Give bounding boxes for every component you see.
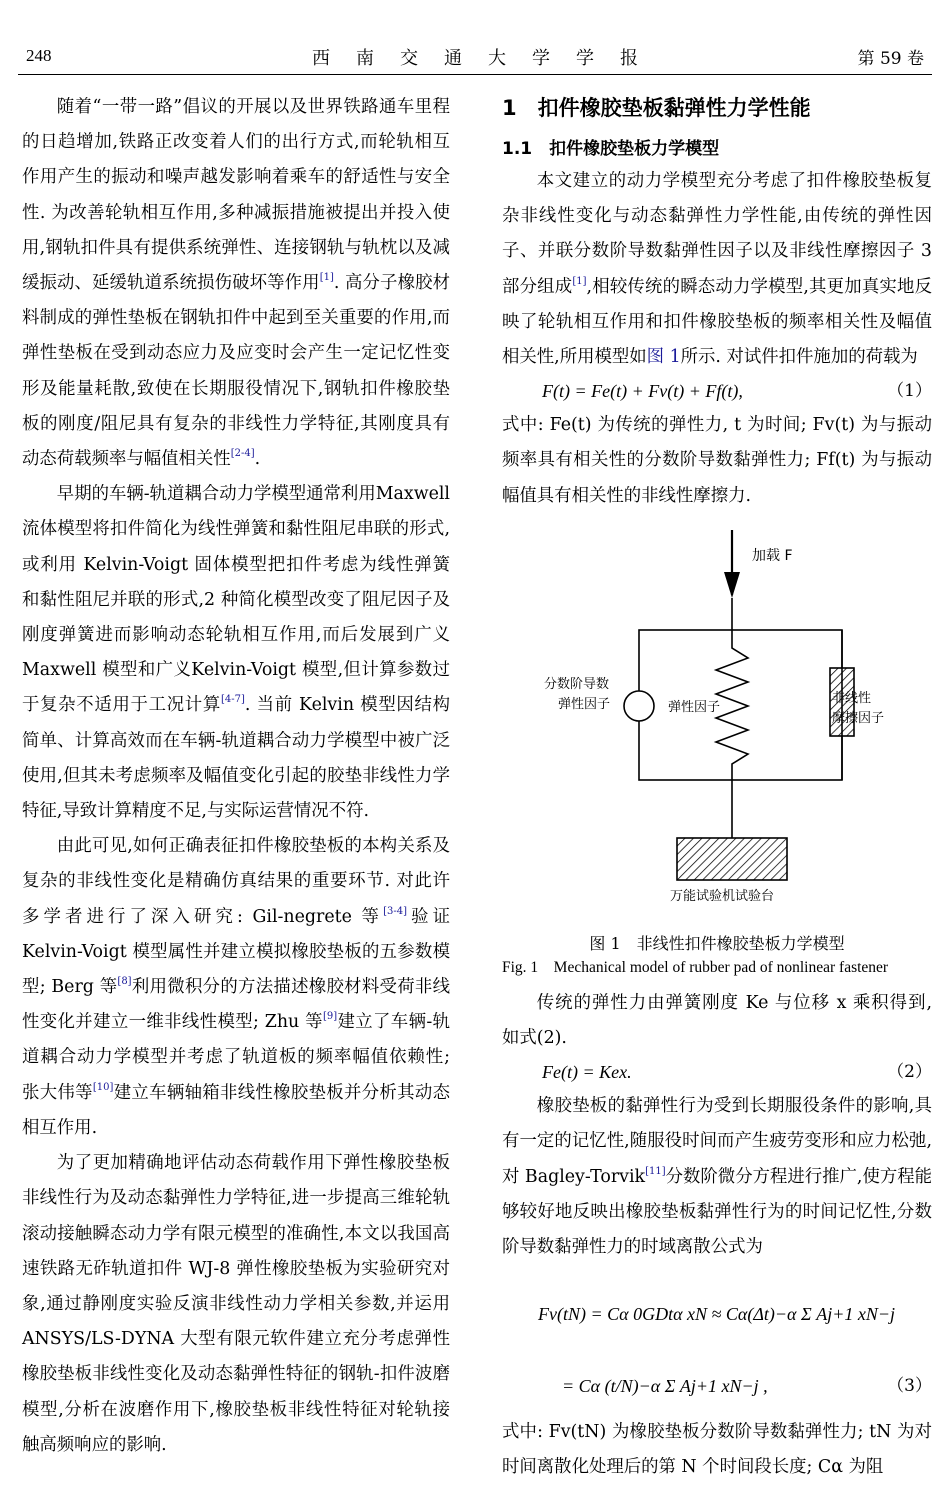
paragraph: 由此可见,如何正确表征扣件橡胶垫板的本构关系及复杂的非线性变化是精确仿真结果的重要环节. 对此许多学者进行了深入研究: Gil-negrete 等[3-4]验证 Kelvin-Voigt 模型属性并建立模拟橡胶垫板的五参数模型; Berg 等[8]利用微积分的方法描述橡胶材料受荷非线性变化并建立一维非线性模型; Zhu 等[9]建立了车辆-轨道耦合动力学模型并考虑了轨道板的频率幅值依赖性; 张大伟等[10]建立车辆轴箱非线性橡胶垫板并分析其动态相互作用.	[22, 836, 450, 1138]
equation-body: F(t) = Fe(t) + Fv(t) + Ff(t),	[542, 381, 743, 402]
fractional-element	[624, 691, 654, 721]
figure-caption-cn: 图 1 非线性扣件橡胶垫板力学模型	[589, 933, 845, 953]
citation-link[interactable]: [3-4]	[383, 905, 407, 917]
page-number: 248	[26, 46, 52, 65]
figure-caption-en: Fig. 1 Mechanical model of rubber pad of nonlinear fastener	[502, 958, 889, 976]
fractional-label-2: 弹性因子	[558, 696, 611, 712]
citation-link[interactable]: [1]	[319, 272, 334, 284]
citation-link[interactable]: [2-4]	[230, 448, 255, 460]
equation-2	[502, 1056, 932, 1089]
paragraph: 为了更加精确地评估动态荷载作用下弹性橡胶垫板非线性行为及动态黏弹性力学特征,进一步提高三维轮轨滚动接触瞬态动力学有限元模型的准确性,本文以我国高速铁路无砟轨道扣件 WJ-8 弹性橡胶垫板为实验研究对象,通过静刚度实验反演非线性动力学相关参数,并运用 ANSYS/LS-DYNA 大型有限元软件建立充分考虑弹性橡胶垫板非线性变化及动态黏弹性特征的钢轨-扣件波磨模型,分析在波磨作用下,橡胶垫板非线性特征对轮轨接触高频响应的影响.	[22, 1153, 450, 1455]
equation-number: （3）	[887, 1376, 932, 1397]
equation-line-1: Fv(tN) = Cα 0GDtα xN ≈ Cα(Δt)−α Σ Aj+1 xN−j	[538, 1304, 895, 1325]
paragraph: 早期的车辆-轨道耦合动力学模型通常利用Maxwell 流体模型将扣件简化为线性弹簧和黏性阻尼串联的形式,或利用 Kelvin-Voigt 固体模型把扣件考虑为线性弹簧和黏性阻尼并联的形式,2 种简化模型改变了阻尼因子及刚度弹簧进而影响动态轮轨相互作用,而后发展到广义 Maxwell 模型和广义Kelvin-Voigt 模型,但计算参数过于复杂不适用于工况计算[4-7]. 当前 Kelvin 模型因结构简单、计算高效而在车辆-轨道耦合动力学模型中被广泛使用,但其未考虑频率及幅值变化引起的胶垫非线性力学特征,导致计算精度不足,与实际运营情况不符.	[22, 484, 450, 822]
load-arrowhead	[724, 572, 740, 598]
paragraph: 传统的弹性力由弹簧刚度 Ke 与位移 x 乘积得到, 如式(2).	[502, 992, 932, 1049]
paragraph: 橡胶垫板的黏弹性行为受到长期服役条件的影响,具有一定的记忆性,随服役时间而产生疲劳变形和应力松弛,对 Bagley-Torvik[11]分数阶微分方程进行推广,使方程能够较好地反映出橡胶垫板黏弹性行为的时间记忆性,分数阶导数黏弹性力的时域离散公式为	[502, 1096, 933, 1258]
load-label: 加载 F	[752, 547, 793, 564]
base-label: 万能试验机试验台	[670, 888, 775, 904]
section-heading: 1 扣件橡胶垫板黏弹性力学性能	[502, 96, 811, 120]
equation-3	[502, 1265, 932, 1415]
citation-link[interactable]: [9]	[322, 1011, 338, 1023]
citation-link[interactable]: [4-7]	[220, 694, 245, 706]
fractional-label-1: 分数阶导数	[544, 676, 610, 692]
volume-label: 第 59 卷	[857, 49, 924, 69]
spring-label: 弹性因子	[668, 699, 721, 715]
friction-label-1: 非线性	[832, 690, 872, 706]
paragraph: 式中: Fv(tN) 为橡胶垫板分数阶导数黏弹性力; tN 为对时间离散化处理后的第 N 个时间段长度; Cα 为阻	[502, 1422, 932, 1478]
equation-1	[502, 375, 932, 408]
subsection-heading: 1.1 扣件橡胶垫板力学模型	[502, 139, 720, 159]
citation-link[interactable]: [11]	[645, 1165, 666, 1177]
spring-element	[716, 630, 748, 780]
citation-link[interactable]: [8]	[117, 976, 132, 988]
page-header	[18, 40, 932, 75]
figure-1	[502, 520, 932, 930]
test-bench	[677, 838, 787, 880]
equation-number: （2）	[887, 1062, 932, 1083]
citation-link[interactable]: [1]	[572, 275, 587, 287]
mechanical-model-diagram	[502, 520, 932, 930]
paragraph: 式中: Fe(t) 为传统的弹性力, t 为时间; Fv(t) 为与振动频率具有相关性的分数阶导数黏弹性力; Ff(t) 为与振动幅值具有相关性的非线性摩擦力.	[502, 415, 932, 506]
equation-number: （1）	[887, 381, 932, 402]
friction-label-2: 摩擦因子	[832, 710, 885, 726]
left-column	[22, 90, 450, 1463]
right-column	[502, 90, 932, 1486]
equation-line-2: = Cα (t/N)−α Σ Aj+1 xN−j ,	[562, 1376, 768, 1397]
figure-link[interactable]: 图 1	[646, 347, 681, 368]
citation-link[interactable]: [10]	[92, 1081, 114, 1093]
equation-body: Fe(t) = Kex.	[542, 1062, 632, 1083]
journal-title: 西南交通大学学报	[312, 48, 664, 69]
paragraph: 随着“一带一路”倡议的开展以及世界铁路通车里程的日趋增加,铁路正改变着人们的出行方式,而轮轨相互作用产生的振动和噪声越发影响着乘车的舒适性与安全性. 为改善轮轨相互作用,多种减振措施被提出并投入使用,钢轨扣件具有提供系统弹性、连接钢轨与轨枕以及减缓振动、延缓轨道系统损伤破坏等作用[1]. 高分子橡胶材料制成的弹性垫板在钢轨扣件中起到至关重要的作用,而弹性垫板在受到动态应力及应变时会产生一定记忆性变形及能量耗散,致使在长期服役情况下,钢轨扣件橡胶垫板的刚度/阻尼具有复杂的非线性力学特征,其刚度具有动态荷载频率与幅值相关性[2-4].	[22, 97, 450, 470]
paragraph: 本文建立的动力学模型充分考虑了扣件橡胶垫板复杂非线性变化与动态黏弹性力学性能,由传统的弹性因子、并联分数阶导数黏弹性因子以及非线性摩擦因子 3 部分组成[1],相较传统的瞬态动力学模型,其更加真实地反映了轮轨相互作用和扣件橡胶垫板的频率相关性及幅值相关性,所用模型如图 1所示. 对试件扣件施加的荷载为	[502, 171, 932, 368]
